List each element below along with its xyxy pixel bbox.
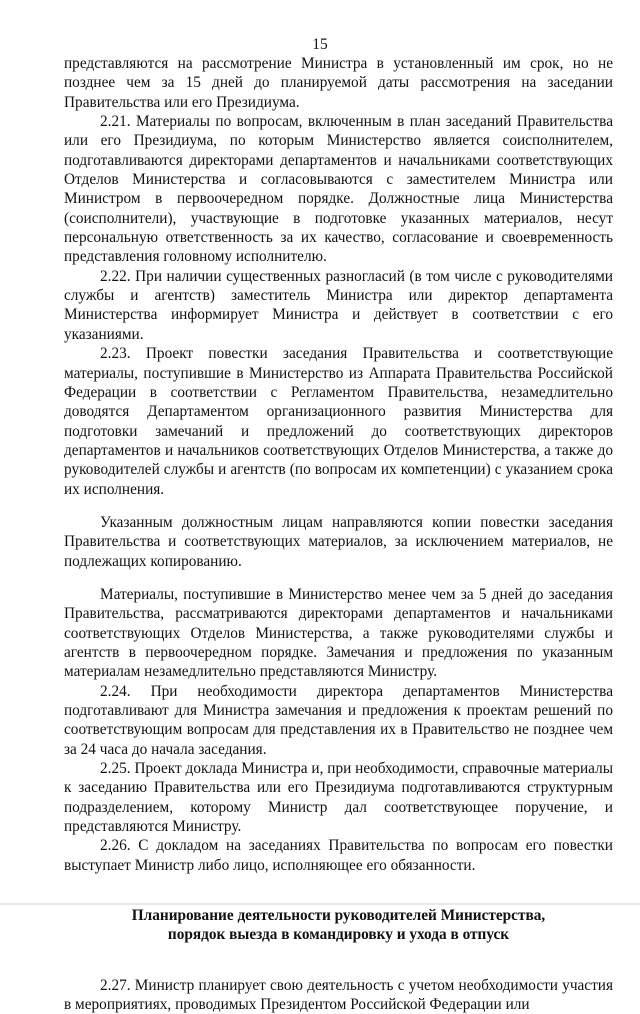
- paragraph-copies: Указанным должностным лицам направляются копии повестки заседания Правительства и соответствующих материалов, за исключением материалов, не подлежащих копированию.: [64, 513, 613, 570]
- paragraph-2-25: 2.25. Проект доклада Министра и, при необходимости, справочные материалы к заседанию Правительства или его Президиума подготавливаются структурным подразделением, которому Министр дал соответствующее поручение, и представляются Министру.: [64, 760, 613, 836]
- section-heading: [64, 906, 613, 945]
- paragraph-2-24: 2.24. При необходимости директора департаментов Министерства подготавливают для Министра замечания и предложения к проектам решений по соответствующим вопросам для представления их в Правительство не позднее чем за 24 часа до начала заседания.: [64, 682, 613, 758]
- page-number: 15: [312, 36, 328, 53]
- document-body: [64, 54, 613, 1014]
- paragraph-continuation: представляются на рассмотрение Министра в установленный им срок, но не позднее чем за 15 дней до планируемой даты рассмотрения на заседании Правительства или его Президиума.: [64, 55, 613, 111]
- paragraph-late-materials: Материалы, поступившие в Министерство менее чем за 5 дней до заседания Правительства, рассматриваются директорами департаментов и начальниками соответствующих Отделов Министерства, а также руководителями службы и агентств в первоочередном порядке. Замечания и предложения по указанным материалам незамедлительно представляются Министру.: [64, 585, 613, 681]
- paragraph-2-21: 2.21. Материалы по вопросам, включенным в план заседаний Правительства или его Президиума, по которым Министерство является соисполнителем, подготавливаются директорами департаментов и начальниками соответствующих Отделов Министерства и согласовываются с заместителем Министра или Министром в первоочередном порядке. Должностные лица Министерства (соисполнители), участвующие в подготовке указанных материалов, несут персональную ответственность за их качество, согласование и своевременность представления головному исполнителю.: [64, 113, 613, 266]
- paragraph-2-26: 2.26. С докладом на заседаниях Правительства по вопросам его повестки выступает Министр либо лицо, исполняющее его обязанности.: [64, 837, 613, 874]
- section-heading-line-1: Планирование деятельности руководителей Министерства,: [131, 907, 546, 925]
- paragraph-2-23: 2.23. Проект повестки заседания Правительства и соответствующие материалы, поступившие в Министерство из Аппарата Правительства Российской Федерации в соответствии с Регламентом Правительства, незамедлительно доводятся Департаментом организационного развития Министерства для подготовки замечаний и предложений до соответствующих директоров департаментов и начальников соответствующих Отделов Министерства, а также до руководителей службы и агентств (по вопросам их компетенции) с указанием срока их исполнения.: [64, 345, 613, 498]
- paragraph-2-22: 2.22. При наличии существенных разногласий (в том числе с руководителями службы и агентств) заместитель Министра или директор департамента Министерства информирует Министра и действует в соответствии с его указаниями.: [64, 267, 613, 343]
- section-heading-line-2: порядок выезда в командировку и ухода в отпуск: [167, 926, 510, 944]
- paragraph-2-27: 2.27. Министр планирует свою деятельность с учетом необходимости участия в мероприятиях, проводимых Президентом Российской Федерации или: [64, 976, 613, 1014]
